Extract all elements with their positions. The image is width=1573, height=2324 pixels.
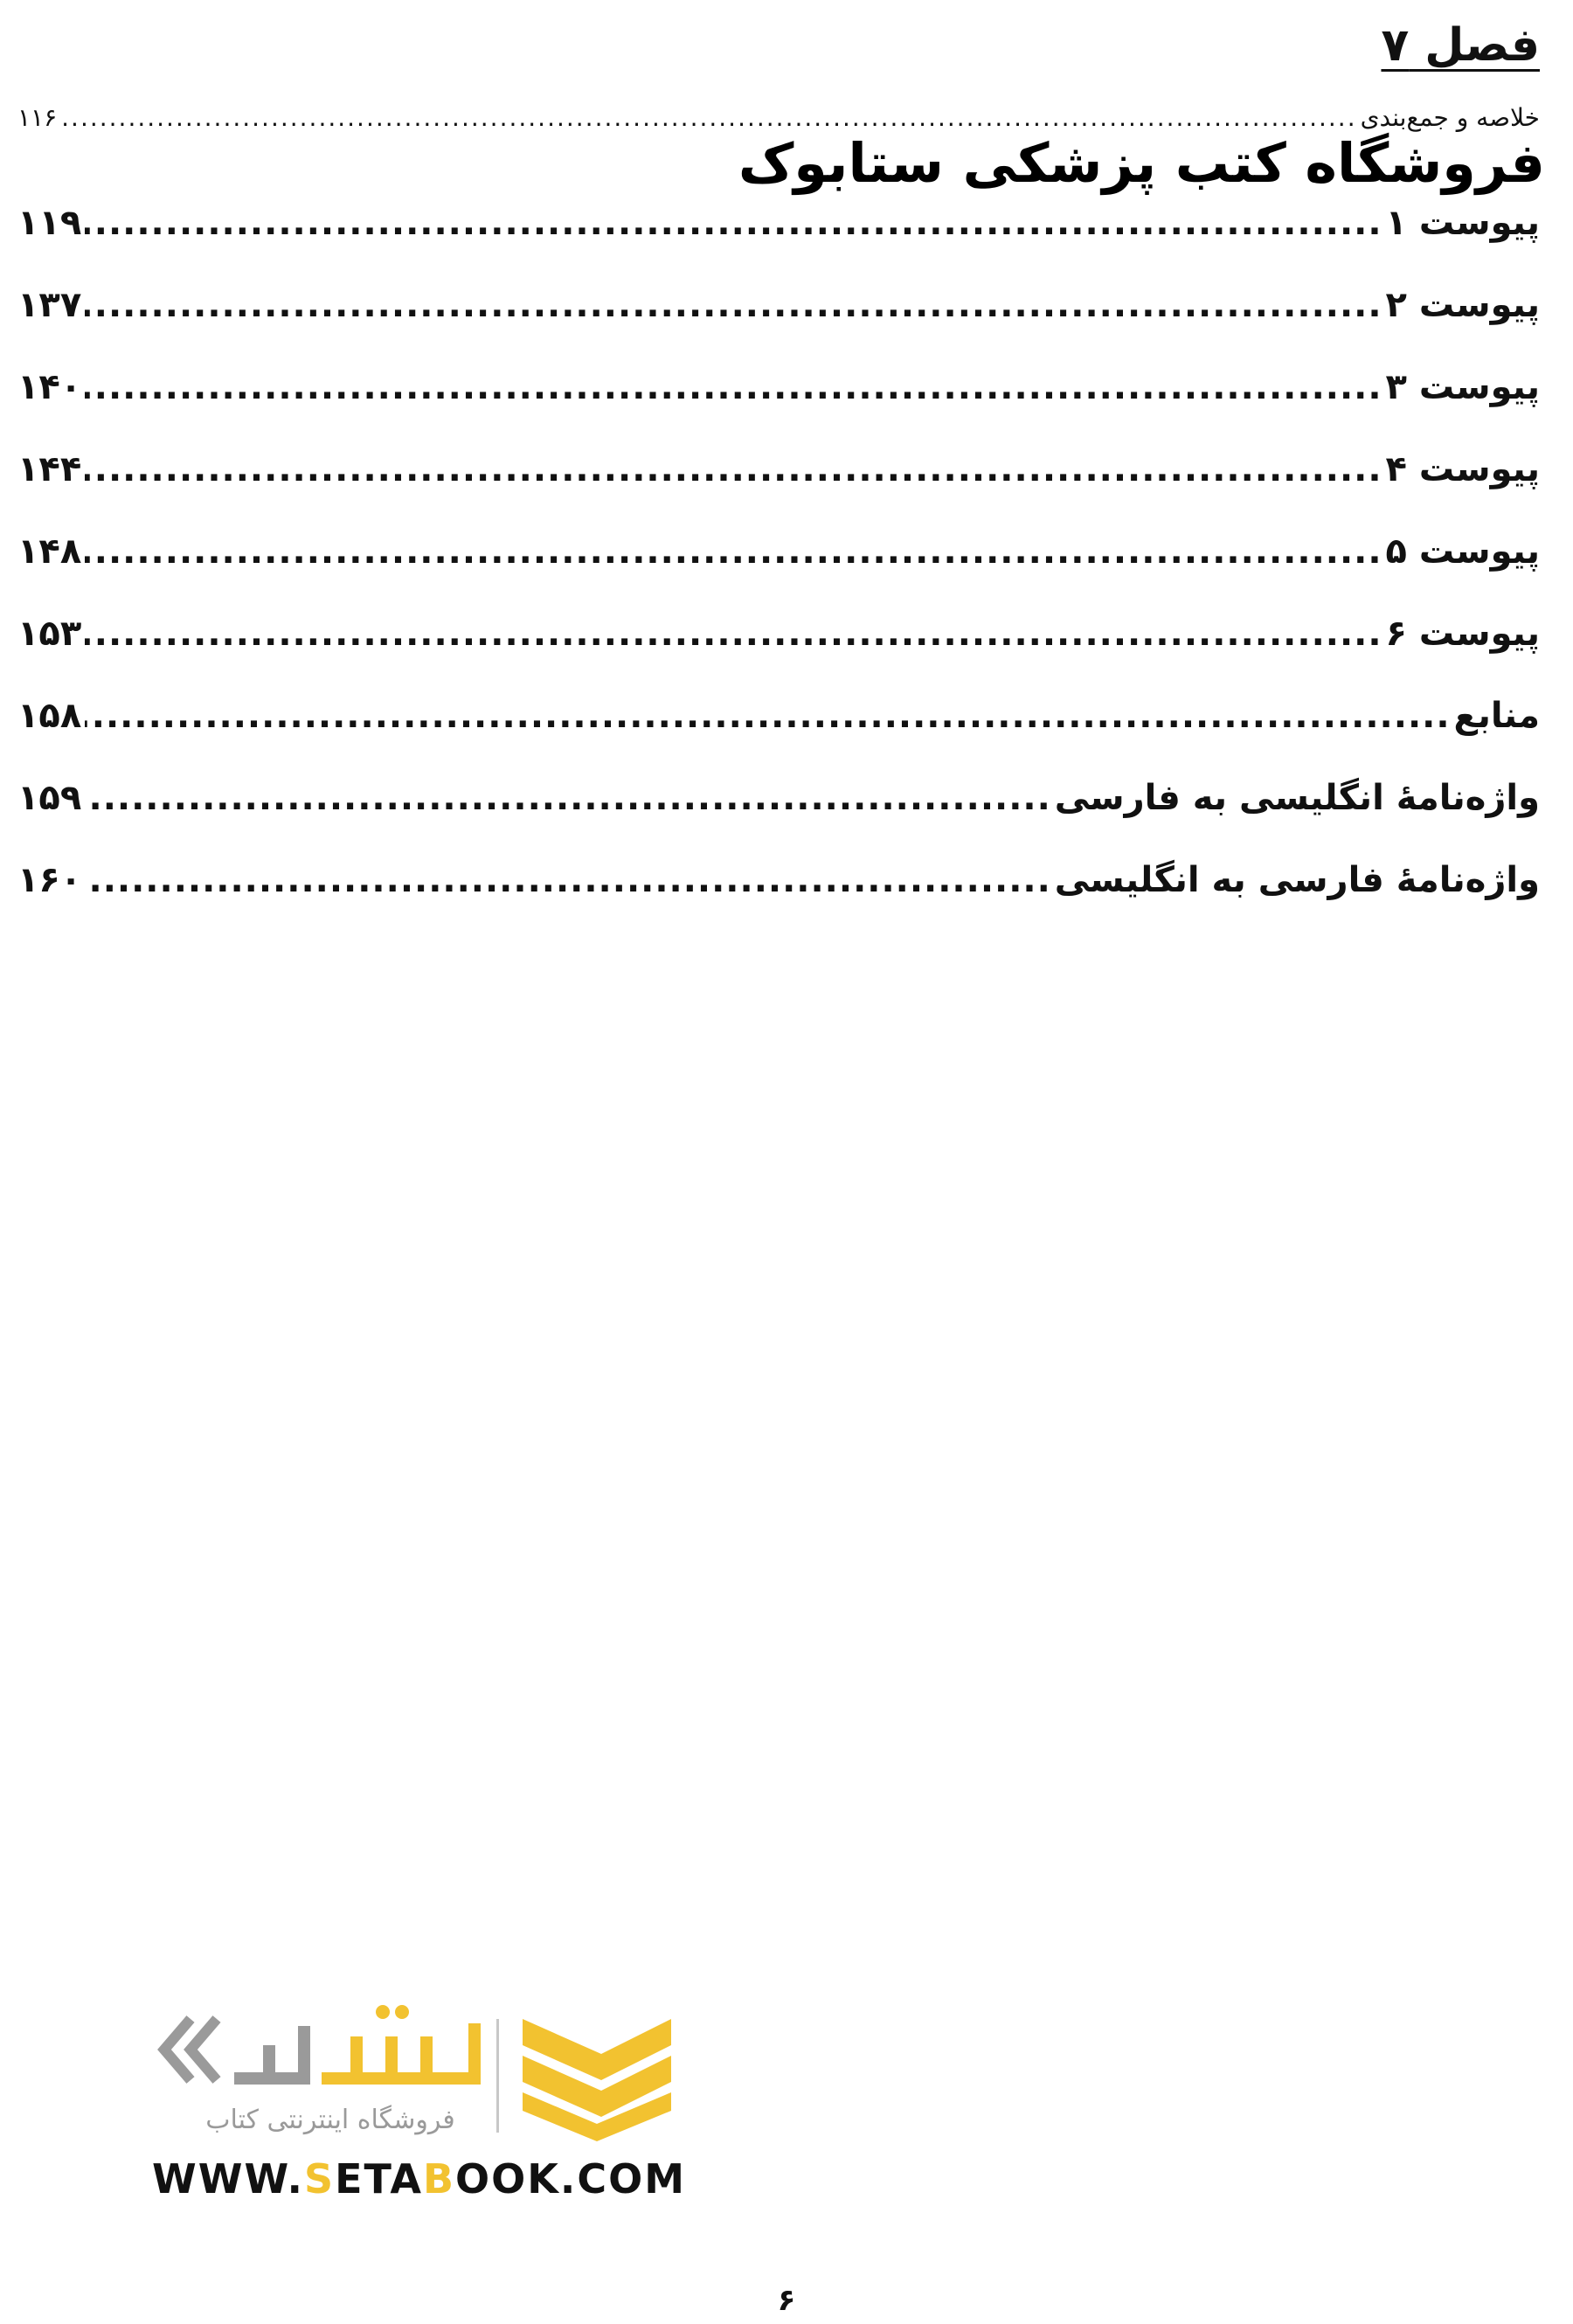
url-accent: B (422, 2155, 455, 2203)
toc-page-number: ۱۵۸ (17, 696, 82, 736)
toc-page-number: ۱۱۶ (17, 103, 58, 132)
double-chevron-left-icon (191, 2019, 217, 2080)
wordmark-stroke (234, 2026, 304, 2078)
toc-page-number: ۱۴۸ (17, 531, 82, 572)
toc-row (17, 860, 1540, 900)
toc-page-number: ۱۴۴ (17, 449, 82, 489)
logo-url (152, 2155, 686, 2203)
toc-row (17, 367, 1540, 407)
dot-leader (85, 860, 1051, 900)
toc-row (17, 103, 1540, 132)
toc-page-number: ۱۶۰ (17, 860, 82, 900)
dot-leader (85, 778, 1051, 818)
toc-title: پیوست ۵ (1385, 531, 1540, 572)
dot-leader (85, 696, 1450, 736)
url-accent: S (303, 2155, 336, 2203)
toc-title: منابع (1453, 696, 1540, 736)
toc-title: خلاصه و جمع‌بندی (1360, 103, 1540, 132)
toc-title: پیوست ۱ (1385, 203, 1540, 243)
toc-row (17, 285, 1540, 325)
toc-row (17, 614, 1540, 654)
toc-row (17, 696, 1540, 736)
toc-row (17, 778, 1540, 818)
wordmark-dot (376, 2005, 390, 2019)
toc-title: پیوست ۲ (1385, 285, 1540, 325)
toc-page-number: ۱۴۰ (17, 367, 82, 407)
wordmark-stroke (322, 2023, 475, 2078)
wordmark-dot (395, 2005, 409, 2019)
toc-title: واژه‌نامهٔ فارسی به انگلیسی (1054, 860, 1540, 900)
logo-tagline: فروشگاه اینترنتی کتاب (205, 2105, 455, 2135)
url-segment: ETA (335, 2155, 423, 2203)
toc-title: پیوست ۳ (1385, 367, 1540, 407)
toc-row (17, 449, 1540, 489)
dot-leader (85, 449, 1382, 489)
toc-title: پیوست ۶ (1385, 614, 1540, 654)
url-segment: WWW. (152, 2155, 304, 2203)
toc-page-number: ۱۳۷ (17, 285, 82, 325)
toc-row (17, 531, 1540, 572)
chapter-heading: فصل ۷ (1381, 19, 1540, 72)
toc-row (17, 203, 1540, 243)
dot-leader (60, 103, 1356, 132)
page-number: ۶ (777, 2283, 796, 2318)
dot-leader (85, 285, 1382, 325)
toc-title: واژه‌نامهٔ انگلیسی به فارسی (1054, 778, 1540, 818)
dot-leader (85, 614, 1382, 654)
logo-divider (496, 2019, 499, 2133)
toc-page-number: ۱۵۳ (17, 614, 82, 654)
toc-title: پیوست ۴ (1385, 449, 1540, 489)
dot-leader (85, 203, 1382, 243)
dot-leader (85, 531, 1382, 572)
setabook-logo (129, 1984, 689, 2211)
toc-page-number: ۱۱۹ (17, 203, 82, 243)
url-segment: OOK.COM (455, 2155, 686, 2203)
toc-page-number: ۱۵۹ (17, 778, 82, 818)
dot-leader (85, 367, 1382, 407)
watermark-title: فروشگاه کتب پزشکی ستابوک (738, 131, 1545, 195)
